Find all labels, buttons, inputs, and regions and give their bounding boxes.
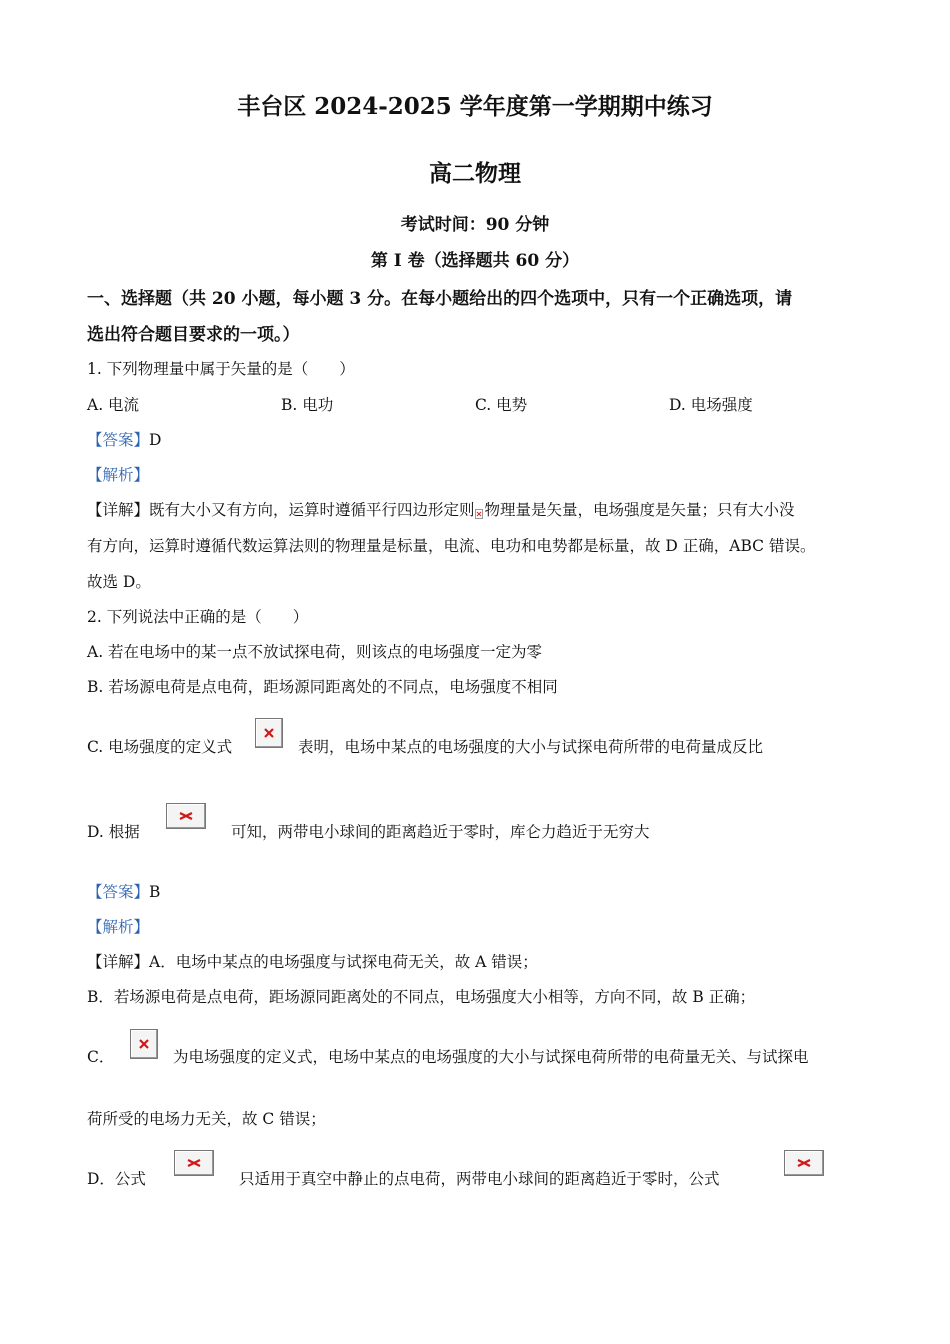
part-heading: 第 I 卷（选择题共 60 分） bbox=[370, 251, 580, 271]
answer-label: 【答案】 bbox=[87, 883, 150, 901]
q1-option-d: D. 电场强度 bbox=[669, 396, 753, 414]
q1-detail-text1b: 物理量是矢量，电场强度是矢量；只有大小没 bbox=[484, 501, 795, 519]
q2-option-b: B. 若场源电荷是点电荷，距场源同距离处的不同点，电场强度不相同 bbox=[87, 678, 558, 696]
section-heading-line2: 选出符合题目要求的一项。） bbox=[87, 325, 300, 345]
formula-image-placeholder bbox=[130, 1029, 158, 1059]
q1-detail-line1 bbox=[87, 498, 795, 520]
q2-option-d-post: 可知，两带电小球间的距离趋近于零时，库仑力趋近于无穷大 bbox=[231, 823, 650, 841]
q2-detail-d-pre: D．公式 bbox=[87, 1170, 146, 1188]
q1-answer bbox=[87, 428, 161, 450]
detail-label: 【详解】 bbox=[87, 501, 150, 519]
exam-title: 丰台区 2024-2025 学年度第一学期期中练习 bbox=[237, 93, 713, 120]
exam-time: 考试时间：90 分钟 bbox=[400, 215, 550, 235]
q1-stem: 1. 下列物理量中属于矢量的是（ ） bbox=[87, 360, 355, 378]
q2-detail-a bbox=[87, 950, 538, 972]
q1-option-a: A. 电流 bbox=[87, 396, 140, 414]
q2-detail-b: B．若场源电荷是点电荷，距场源同距离处的不同点，电场强度大小相等，方向不同，故 B 正确； bbox=[87, 988, 756, 1006]
q2-option-d-pre: D. 根据 bbox=[87, 823, 140, 841]
q1-detail-line2: 有方向，运算时遵循代数运算法则的物理量是标量，电流、电功和电势都是标量，故 D 正确，ABC 错误。 bbox=[87, 537, 816, 555]
formula-image-placeholder bbox=[255, 718, 283, 748]
q2-answer bbox=[87, 880, 160, 902]
q2-option-a: A. 若在电场中的某一点不放试探电荷，则该点的电场强度一定为零 bbox=[87, 643, 543, 661]
q2-detail-c-post: 为电场强度的定义式，电场中某点的电场强度的大小与试探电荷所带的电荷量无关、与试探电 bbox=[173, 1048, 809, 1066]
q2-analysis-label: 【解析】 bbox=[87, 918, 150, 936]
q1-option-c: C. 电势 bbox=[475, 396, 528, 414]
broken-image-icon bbox=[186, 1158, 202, 1168]
q1-option-b: B. 电功 bbox=[281, 396, 334, 414]
q1-analysis-label: 【解析】 bbox=[87, 466, 150, 484]
broken-image-icon bbox=[796, 1158, 812, 1168]
q2-option-c-pre: C. 电场强度的定义式 bbox=[87, 738, 233, 756]
broken-image-icon bbox=[475, 505, 485, 517]
formula-image-placeholder bbox=[784, 1150, 824, 1176]
detail-label: 【详解】 bbox=[87, 953, 150, 971]
q2-answer-value: B bbox=[149, 883, 161, 901]
formula-image-placeholder bbox=[174, 1150, 214, 1176]
q2-detail-a-text: A．电场中某点的电场强度与试探电荷无关，故 A 错误； bbox=[149, 953, 538, 971]
section-heading-line1: 一、选择题（共 20 小题，每小题 3 分。在每小题给出的四个选项中，只有一个正确选项，请 bbox=[87, 289, 793, 309]
q1-answer-value: D bbox=[149, 431, 162, 449]
q2-detail-c-pre: C． bbox=[87, 1048, 115, 1066]
q2-detail-d-mid: 只适用于真空中静止的点电荷，两带电小球间的距离趋近于零时，公式 bbox=[239, 1170, 720, 1188]
answer-label: 【答案】 bbox=[87, 431, 150, 449]
formula-image-placeholder bbox=[166, 803, 206, 829]
q2-detail-c-line2: 荷所受的电场力无关，故 C 错误； bbox=[87, 1110, 326, 1128]
q2-stem: 2. 下列说法中正确的是（ ） bbox=[87, 608, 309, 626]
broken-image-icon bbox=[263, 727, 275, 739]
subject-title: 高二物理 bbox=[429, 160, 521, 187]
broken-image-icon bbox=[178, 811, 194, 821]
q1-detail-line3: 故选 D。 bbox=[87, 573, 151, 591]
q2-option-c-post: 表明，电场中某点的电场强度的大小与试探电荷所带的电荷量成反比 bbox=[298, 738, 764, 756]
broken-image-icon bbox=[138, 1038, 150, 1050]
q1-detail-text1: 既有大小又有方向，运算时遵循平行四边形定则 bbox=[149, 501, 475, 519]
